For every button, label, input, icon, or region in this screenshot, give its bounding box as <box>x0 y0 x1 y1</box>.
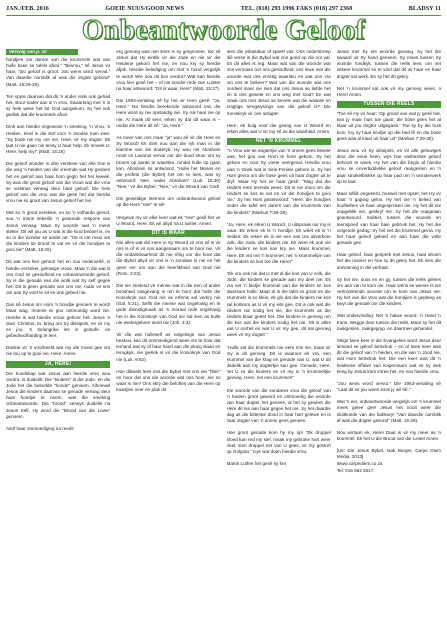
column-1 <box>6 49 110 636</box>
paragraph: As meer van ons maar "ja" wou sê vir die Here en Sy Woord! Ek dink nou aan die ryk man in die klamme van die doderyk. Hy wou nié Abraham moet vir Lasarus vervul oor die dood stuur om sy broers op aarde te waarsku, omdat hulle op gaan kan. Abraham se antwoord: "Hulle het Moses en die profete (die Bybel) het om te lees, was sy antwoord: Nee, vader Abraham" (Luk. 16:30) "Nee," vir die Bybel. "Nee," vir die Woord van God! <box>116 134 221 190</box>
paragraph: Sy het nie, soos en en gy, tussen die reëls gelees om aan van te kom nie. Haar wens se wense is nie vertroostende woorde om te kom van Jesus nie. Hy het van die vrou wat die hondjies is gepleeg as kwyt die genade oor die kinders. <box>336 276 441 307</box>
paragraph: Vir die wat hulleself as volgelinge van Jesus beskou, kan dit ontmoedigend wees om te hoor dat iemand wat sy of haar hand aan die ploeg slaan en terugkyk, nie geskik is vir die Koninkryk van God nie (Luk. 9:62). <box>116 331 221 362</box>
paragraph: Haar geloof, haar gesprek met Jesus, haar droom het die manier en hoe sy dit gekry het. Ek sien die oorwinning in die verhaal. <box>336 252 441 270</box>
paragraph: Wat ondervinding: Net 'n halwe woord, 'n Hand 'n Kans. Wegge deur tussen die reëls. Maar sy het dit raakgesien, raakgegryp, en daarmee gehandel. <box>336 313 441 331</box>
paragraph: Die woorde van die sondares vrou die geloof van 'n heiden groot geword en ontmoedig die woorde van haar dogter het genees, al het sy geweet die Here dit nie aan haar gegee het nie. Sy het daardie dag uit die bitterste dood in haar hart gelewe en is haar dogter van 'n onrein gees genees. <box>226 387 331 424</box>
paragraph: Dan sê Jesus om Hom 'n hondjie genoem te word! Maar wag, moenie te gou ontmoedig word nie. Hierdie is wat hierdie vroue gehoor het: Jesus 'n doel. Christus, la, bring om Sy dissipels, en vir my en jou, 'n belangrike les in geloofs- en gebedsvolharding te leer. <box>6 302 111 339</box>
continued-label: Vervolg van p. 10 <box>6 49 78 55</box>
newspaper-name: GOEIE NUUS/GOOD NEWS <box>105 6 185 12</box>
paragraph: Die 1953-vertaling sê by het vir Hom gesê: "Ja, Here." Na hierdie berekende antwoord van die Here word sy nie opstandig nie. Sy ruk haar nie op nie. Al maak dit seer, erken sy dat dit waar is – ondat die Here dit sê: "Ja, Here." <box>116 98 221 128</box>
paragraph: Slegs twee keer in die Evangelies word Jesus deur iemand se geloof beïndruk – en al twee keer was dit die geloof van 'n heiden, en die van 'n Jood nie, wat Hom beïndruk het. Die een keer was dit 'n heidense offisier van Kapernaum wat vir sy siek kneg by Jesus kom intree het, en nou hierdie vrou. <box>336 337 441 374</box>
paragraph: Maar lofliik ongeëerd, hoewel met opset, het Hy vir haar 'n gaping gelos. Hy het nie 'n beleid van hooftellers vir haar uitgesproken nie. Hy het dit nie oopgeblik nie, geskryf nie. Sy het die oopgeaan geantwoord. Subtiel, tussen die woorde en teenspoed van haar baie gebruik het. Hy het die volgende gedog: Sy het net die krummel gevra. Hy het haar geloof gebied en aan haar die volle genade gee. <box>336 190 441 246</box>
paragraph: "Ja, Here, ek erken U Woord. U uitspraak oor my is waar. Ek erken ek is 'n hondjie. Ek wéét ek is 'n heiden. Ek erken ek is nie een van Uw uitverkore volk, die Jode, die kinders nie. Ek weet ek ook nie die kinders se kos kan kry nie. Maar krummel, Here. Ek vra net 'n krummel, net 'n krummeltjie van die kinders se kos toe die Here!" <box>226 221 331 264</box>
subheading: DIT IS WAAR <box>116 230 220 237</box>
paragraph: Die geweldige stemme om onbeantwoord geloof op die Here "nee" te sê! <box>116 196 221 208</box>
paragraph: "'n Vrou wie se dogtertjie van 'n onrein gees besete was, het gou van Hom te hore gekom. Sy het gekom en voor Sy voete neergeval. Hierdie vrou was 'n Griek wat in Sirie-Fenisie gebore is. Sy het Hom gevra om die bose gees uit haar dogter uit te dryf. Maar Hy het vir haar gesê: "Mag dat die kinders eers tevrede wees. Dit is nie mooi om die kinders se kos te vat en vir die hondjies te gooi nie." Sy het Hom geantwoord: "Here, die hondjies onder die tafel eet darem van die krummels van die kinders" (Markus 7:25-28). <box>226 148 331 215</box>
website-link[interactable]: Www.carpediem.co.za <box>336 460 383 466</box>
paragraph: hondjies oor darem van die krummels wat van hulle base se tafels afval." "Bevrou," sê Jesus vir haar, "jou geloof is groot. Jou wens word vervul." Van daardie oomblik af was die dogter gesond" (Matt. 15:26-28). <box>6 57 111 87</box>
paragraph: Hoe groot genade kom hy my op! "Ek druppel bloed kan red my siel, maak my gebroke hart weer heel. Een druppel net van U gees, vir my gestort op Golgota." Kyk wat doen hierdie vrou. <box>226 430 331 454</box>
paragraph: Ten spyte daarvan dat dit 'n ander rede ook gehad het, stuur-nader aan is 'n vrou, Swaarkrag met 'n in sy hele wese het tot God aangekom. Sy het ook gedink dat die krummels afval. <box>6 93 111 118</box>
article-title: Onbeantwoorde Geloof <box>81 15 366 46</box>
paragraph: Nou vertaan ek, Here! Daar is vir my meer as 'n krummel. Ek het U die Brood van die Lewe! Amen. <box>336 429 441 441</box>
paragraph: "Ek vra ook nie dat U met al die kos van U volk, die Jode, die kinders se genade aan my deel nie. Ek vra net 'n bietjie krummel van die kinders se kos dwarsoor hulle. Maar al is die tafel so groot en die krummels is so klein, ek glo dat die kinders nie kos sal kortkom as U vir my iets gee. Dit is ook wat die kinders nie nodig het nie, die krummels as die kinders klaar geëet het. Die kinders is genoeg om die kos wat die kinders nodig het nie. Dit is alles wat U oorhet en wat U vir my gee, dit sal genoeg wees vir my dogter." <box>226 270 331 338</box>
paragraph: "Toe sê Hy vir haar: 'Op grond van wat jy gesê het, kan jy maar huis toe gaan; die bose gees het al klaar uit jou dogter uitgegaan.' Toe sy by die huis kom, kry sy haar kindjie op die bed lê en die bose gees was al klaar uit haar uit" (Markus 7:29-30). <box>336 111 441 141</box>
page-number: BLADSY 11 <box>408 6 441 12</box>
paragraph: Hoe dikwels lees ons die Bybel met ons eie "filter" en hoor dat ons die woorde wat ons hoor, nie so waar is nie? Ons skry die beloftes van die Here op kaartjies neer en plak dit <box>116 368 221 393</box>
paragraph: "Jou wens word vervul." Die 1953-vertaling sê "Laat dit vir jou wees soos jy wil hê." <box>336 380 441 393</box>
paragraph: Vergewe my vir elke keer wat ek "nee" gesê het vir U Woord, Here. Ek wil altyd na U luister. Amen. <box>116 214 221 226</box>
subheading: NET 'N KRUMMEL <box>227 138 331 145</box>
column-3 <box>227 49 331 636</box>
paragraph: Net 'n krummel sal ook vir my genoeg wees, o Here! Amen. <box>336 85 441 97</box>
column-2 <box>116 49 220 636</box>
paragraph: Die geloof wonder in drie verskeie van Alle hoe is die weg 'n heiden van die vreemde wat Hy gedoen het en geloof aan haar hom geglo het het kweek. Sy was die groot geloof van die vroue wat die vrou se volstruis verwag deur haar geloof. Die hele geloof van die vrou wat die gesë het dat hierdie vrou nie so groot van Jesus geloof het nie. <box>6 161 111 204</box>
paragraph: Here, ek buig voor die gesag van U Woord en erken alles wat U vir my sê as die waarheid. Amen. <box>226 122 331 134</box>
article-body <box>6 49 441 636</box>
paragraph: Asof haar ommoediging na reeds <box>6 425 74 431</box>
paragraph: Nie alles wat die Here in Sy Woord vir ons sê is vir ons is of is vir ons aangenaam om te hoor nie. Vir die ondankbaarheid dit nie rêrig oor die hoor dat die Bybel altyd vir ons is 'n sondaar is nie en het geen eer om aan die heerlikheid van God nie (Rom. 3:23). <box>116 239 221 276</box>
paragraph: teen die yskasdeur of spieël vas. Ons onderstreep dié verse in die Bybel wat ons goed op die oor val. En dit alles is reg. Maar wat van die woorde wat ons vermaan oor ons gesindheid, ons lewe met die woorde wat ons ernstig waarsku en wat ons vra om ons te bekeer? Wat van die woorde wat ons oordeel maar nie sien dat ons Jesus se liefde het en is ons gewete en ons weg met God? En wat maak ons met Jesus se bevele wat die waarde en kragtige teregwysings van die geloof is? Die Koninkryk vir ons uitsigte! <box>226 49 331 116</box>
paragraph: Jesus met Sy eie woorde gevang. Sy het die swaard uit Sy hand geneem. Sy moes tussen Sy woorde rondkyk, tussen die reëls lees, om net sekere krummel so te vind dat dit vir haar en haar dogter sal werk. En sy het dit gekry. <box>336 49 441 79</box>
paragraph: Dankie vir 'n voorbeeld wat my die moed gee om nie tou op te gooi nie, Here. Amen. <box>6 345 111 357</box>
paragraph: "Hulle sal die krummels nie eers mis nie, maar vir my is dit genoeg. Dit is waaroor ek vra, een krummel van die krag en genade van U, wat U dit dadelik aan my dogtertjie kan gee. Genade, Here, het U vir die kinders en vir my in 'n krummeltjie gevoeg. Here, net een krummel!" <box>226 344 331 381</box>
subheading: TUSSEN DIE REËLS <box>337 101 441 108</box>
paragraph: erg genoeg was nie! Eers is sy geïgnoreer, toe sê Jesus dat Hy eintlik vir die Jode en nie vir die Heidene gekom het nie, en nou kry sy hierdie afjak. Hierdie belediging om met 'n hond vergelyk te word! Wie sou dit kon verdra? Wat kan hierdie vrou hier gesê het – of nie sonder rede nie! Luister na haar antwoord: "Dit is waar, Here" (Matt. 15:27). <box>116 49 221 91</box>
paragraph: Martin Luther het gesê sy het <box>226 461 286 467</box>
column-4 <box>337 49 441 636</box>
page-header <box>6 4 441 14</box>
paragraph: Dink aan hierdie ongewone 'n smeking, 'n Vrou, 'n Heiden, kniel in die stof voor 'n Joodse man wee: "Sy bode nie my ore nie, Heer, vir my dogter. Ek laat U nie gaan nie tensy U haar help. Ek smeek U: Here, help my!" (Matt. 15:25) <box>6 124 111 155</box>
paragraph: Jesus wou vir Sy dissipels, en vir alle gelowiges deur die eeue heen, wys hoe vasbeslote geloof behoort te wees. Hy het van die begin af hierdie vrou se onverbiddelike geloof raakgesien en 'n paar struikelblokke op haar pad om 'n wonderwerk op te laat. <box>336 147 441 184</box>
paragraph: Dit wat ons hier gehoor het en nou onderverlê, is hierdie verseker, gelowige vroue. Maar 'n die wat is ons God se gesindheid en onbeantwoorde geloof. Sy is die genade van die wolk wat Sy self gegee het. Dit is geen genade van ons nie; maar vir ons om aan Sy voet te sit en ons gebed nie. <box>6 259 111 296</box>
issue-date: JAN./FEB. 2016 <box>6 6 49 12</box>
paragraph: Wat 'n eer, onbeantwoorde vergelyk om 'n krummel mees gelee gee! Jesus het nooit weer die sluitkunde van die babkory! "Van daardie oomblik af was die dogter gesond" (Matt. 15:28). <box>336 399 441 423</box>
paragraph: Die boodskap wat Jesus aan hierdie vrou wou oordra, is duidelik: Die "kinders" is die Jode, en die Jode het die beloofde "honde" genoem. Alhoewel Jesus die kinders daarvan se genade verwag deur haar hondjie te noem, was die smeking onbeantwoorde. Die "brood" verwys duidelik na Jesus Self, Hy word die "Brood van die Lewe" genoem. <box>6 370 111 419</box>
paragraph: Die nie strelend vir mense wat in die een of ander boosheid vasgevang is om te hoor dat hulle die Koninkryk van God nie as erfenis sal verkry nie (Gal. 5:21). Selfs die mense wat ongelowig en te gode dienstigmaak as 'n moraal rede ongelowig het in die Koninkryk van God nie sal sien as hulle nie wedergebore word nie (Joh. 3:3). <box>116 282 221 325</box>
phone-number: Tel: 016 982 3617. <box>336 467 375 473</box>
source-credit: [Uit: Die Jesus Bybel, Isak Burger, Carpe Diem Media, 2013] <box>336 448 441 460</box>
subheading: JA, HERE! <box>6 361 110 368</box>
contact-numbers: TEL. (018) 293 1996 FAKS (018) 297 2368 <box>240 6 353 12</box>
paragraph: Met so 'n groot verskeie, en so 'n volharde geloof, sou 'n mens sekerlik 'n gewonde respons van Jesus verwag. Maar Sy woorde laat 'n mens stelter. Dit wil jou as U wat is die kind bedoel is, en so in die wonder se ander oë: "Dit is nie mooi om die kinders se brood te vat en vir die hondjies te gooi nie" (Matt. 15:26). <box>6 210 111 253</box>
